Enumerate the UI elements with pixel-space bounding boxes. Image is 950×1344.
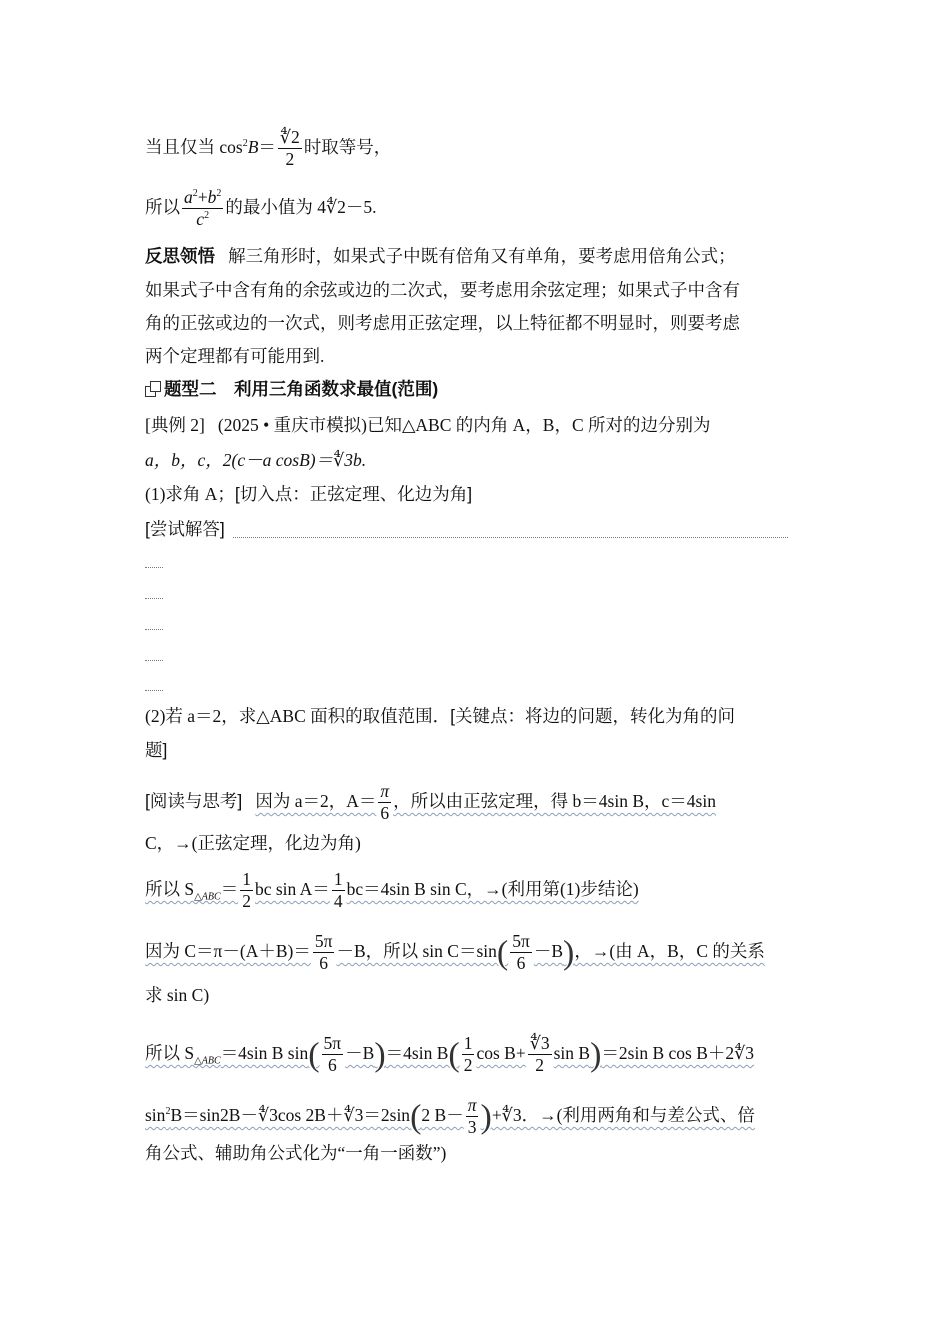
text: ＝2sin B cos B＋2∜3 xyxy=(601,1042,755,1063)
reflection-line-4 xyxy=(145,348,810,366)
wavy-text xyxy=(145,1033,755,1076)
subscript: △ABC xyxy=(194,891,221,903)
text: +∜3．→(利用两角和与差公式、倍 xyxy=(491,1104,755,1125)
denominator: 6 xyxy=(319,953,329,974)
left-paren: ( xyxy=(496,934,509,972)
text: ，所以由正弦定理，得 b＝4sin B，c＝4sin xyxy=(393,790,716,811)
left-paren: ( xyxy=(308,1036,320,1074)
text: －B，所以 sin C＝sin xyxy=(336,940,497,961)
denominator: 6 xyxy=(327,1055,337,1076)
numerator: 1 xyxy=(332,870,345,891)
fraction xyxy=(466,1096,479,1138)
answer-dot-5 xyxy=(145,690,163,691)
right-paren: ) xyxy=(590,1036,602,1074)
var-b: b xyxy=(207,187,217,207)
text: 因为 C＝π－(A＋B)＝ xyxy=(145,940,311,961)
question-2-line-2 xyxy=(145,742,810,760)
answer-dot-4 xyxy=(145,660,163,661)
section-square-icon xyxy=(145,381,161,397)
denominator: 2 xyxy=(242,891,251,912)
denominator: 2 xyxy=(535,1055,545,1076)
text: ＝4sin B sin xyxy=(220,1042,309,1063)
equality-condition-line xyxy=(145,128,810,170)
numerator: 5π xyxy=(322,1034,344,1055)
text: 当且仅当 cos xyxy=(145,136,243,157)
text: (2)若 a＝2，求△ABC 面积的取值范围． xyxy=(145,706,451,726)
numerator: 5π xyxy=(510,932,532,953)
reflection-line-3 xyxy=(145,315,810,333)
wavy-text xyxy=(255,781,716,824)
text: 角的正弦或边的一次式，则考虑用正弦定理，以上特征都不明显时，则要考虑 xyxy=(145,313,740,333)
exponent: 2 xyxy=(192,188,198,200)
read-label: [阅读与思考] xyxy=(145,790,243,811)
answer-dot-1 xyxy=(145,567,163,568)
text: 时取等号， xyxy=(303,136,392,157)
question-2-line-1 xyxy=(145,708,810,726)
fraction xyxy=(182,188,223,230)
example-line-1 xyxy=(145,417,810,435)
read-line-5 xyxy=(145,987,810,1005)
right-paren: ) xyxy=(374,1036,386,1074)
denominator: 6 xyxy=(380,803,390,824)
exponent: 2 xyxy=(204,210,210,222)
fraction xyxy=(322,1034,344,1076)
reflection-title: 反思领悟 xyxy=(145,246,215,266)
read-line-2 xyxy=(145,835,810,853)
var-c: c xyxy=(196,209,205,230)
answer-dotted-line xyxy=(233,537,788,538)
read-line-1 xyxy=(145,782,810,824)
exponent: 2 xyxy=(165,1105,171,1117)
text: sin B xyxy=(553,1042,591,1063)
text: 题] xyxy=(145,740,168,760)
hint: [切入点：正弦定理、化边为角] xyxy=(234,484,473,504)
example-tag: [典例 2] xyxy=(145,415,205,435)
text: bc＝4sin B sin C，→(利用第(1)步结论) xyxy=(346,878,639,899)
right-paren: ) xyxy=(563,934,575,972)
denominator: 6 xyxy=(516,953,526,974)
text: 角公式、辅助角公式化为“一角一函数”) xyxy=(145,1143,447,1163)
numerator xyxy=(182,188,223,209)
read-line-3 xyxy=(145,870,810,912)
text: (1)求角 A； xyxy=(145,484,235,504)
numerator: ∜3 xyxy=(528,1034,552,1055)
denominator: 2 xyxy=(463,1055,473,1076)
fraction xyxy=(278,128,302,170)
text: ＝4sin B xyxy=(385,1042,449,1063)
text: (2025 • 重庆市模拟)已知△ABC 的内角 A，B，C 所对的边分别为 xyxy=(217,415,711,435)
text: ，→(由 A，B，C 的关系 xyxy=(574,940,765,961)
section-title: 题型二 利用三角函数求最值(范围) xyxy=(164,379,439,399)
square-front xyxy=(150,381,161,392)
fraction xyxy=(332,870,345,912)
numerator: 1 xyxy=(462,1034,475,1055)
wavy-text xyxy=(145,931,765,974)
text: 因为 a＝2，A＝ xyxy=(255,790,377,811)
answer-dot-2 xyxy=(145,598,163,599)
hint: [关键点：将边的问题，转化为角的问 xyxy=(450,706,735,726)
text: －B xyxy=(533,940,564,961)
text: 两个定理都有可能用到. xyxy=(145,346,325,366)
text: 求 sin C) xyxy=(145,985,210,1005)
var-b: B xyxy=(247,136,259,157)
denominator: 4 xyxy=(333,891,343,912)
left-paren: ( xyxy=(448,1036,460,1074)
fraction xyxy=(528,1034,552,1076)
numerator: π xyxy=(466,1096,479,1117)
read-line-8 xyxy=(145,1145,810,1163)
answer-dot-3 xyxy=(145,629,163,630)
reflection-line-2 xyxy=(145,282,810,300)
subscript: △ABC xyxy=(194,1055,221,1067)
text: sin xyxy=(145,1104,166,1125)
numerator: π xyxy=(378,782,391,803)
try-answer-label xyxy=(145,521,810,539)
text: [尝试解答] xyxy=(145,519,225,539)
example-line-2 xyxy=(145,452,810,470)
equals: ＝ xyxy=(258,136,276,157)
fraction xyxy=(462,1034,475,1076)
exponent: 2 xyxy=(216,188,222,200)
read-line-6 xyxy=(145,1034,810,1076)
fraction xyxy=(313,932,335,974)
text: －B xyxy=(345,1042,375,1063)
left-paren: ( xyxy=(410,1098,422,1136)
read-line-4 xyxy=(145,932,810,974)
text: 所以 xyxy=(145,196,180,217)
numerator: ∜2 xyxy=(278,128,302,149)
numerator: 5π xyxy=(313,932,335,953)
section-heading xyxy=(145,381,810,399)
text: 所以 S xyxy=(145,1042,195,1063)
numerator: 1 xyxy=(240,870,253,891)
fraction xyxy=(240,870,253,912)
text: 解三角形时，如果式子中既有倍角又有单角，要考虑用倍角公式； xyxy=(228,246,736,266)
reflection-line-1 xyxy=(145,248,810,266)
exponent: 2 xyxy=(242,137,248,149)
right-paren: ) xyxy=(480,1098,492,1136)
denominator xyxy=(194,209,211,229)
denominator: 3 xyxy=(467,1117,477,1138)
text: 所以 S xyxy=(145,878,195,899)
wavy-text xyxy=(145,869,639,912)
fraction xyxy=(510,932,532,974)
read-line-7 xyxy=(145,1096,810,1138)
text: bc sin A＝ xyxy=(254,878,330,899)
text: 如果式子中含有角的余弦或边的二次式，要考虑用余弦定理；如果式子中含有 xyxy=(145,280,740,300)
var-a: a xyxy=(184,187,193,207)
text: ＝ xyxy=(220,878,239,899)
text: a，b，c，2(c－a cosB)＝∜3b. xyxy=(145,450,367,470)
text: 2 B－ xyxy=(421,1104,464,1125)
fraction xyxy=(378,782,391,824)
question-1 xyxy=(145,486,810,504)
denominator: 2 xyxy=(285,149,295,170)
min-value-line xyxy=(145,188,810,230)
text: C，→(正弦定理，化边为角) xyxy=(145,833,361,853)
text: cos B+ xyxy=(476,1042,526,1063)
wavy-text xyxy=(145,1095,755,1138)
text: B＝sin2B－∜3cos 2B＋∜3＝2sin xyxy=(170,1104,411,1125)
text: 的最小值为 4∜2－5. xyxy=(225,196,377,217)
plus: + xyxy=(197,187,208,207)
